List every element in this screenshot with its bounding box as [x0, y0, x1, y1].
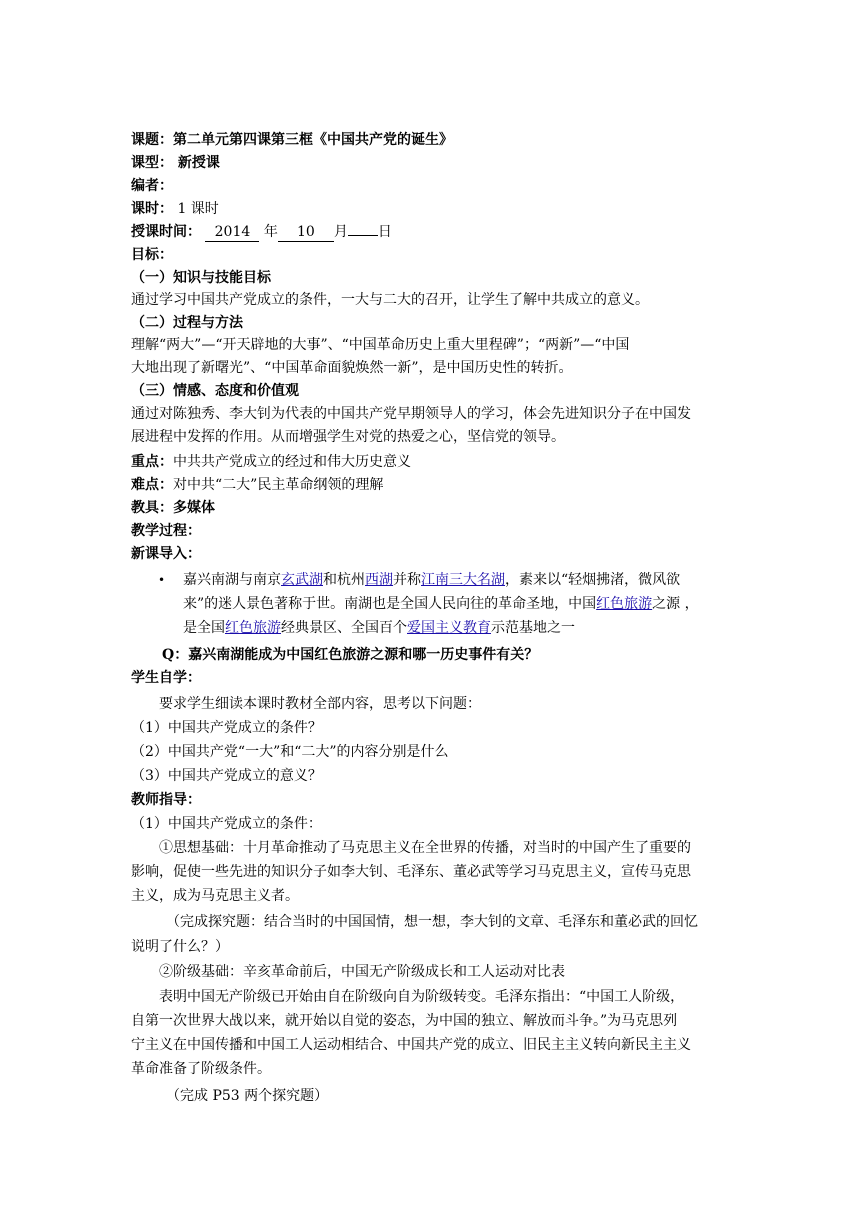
- guidance-p2-line2: 说明了什么？）: [131, 939, 229, 955]
- guidance-p1-line2: 影响，促使一些先进的知识分子如李大钊、毛泽东、董必武等学习马克思主义，宣传马克思: [131, 864, 691, 880]
- teaching-tools: 教具：多媒体: [131, 500, 215, 516]
- objective-3-heading: （三）情感、态度和价值观: [131, 383, 299, 399]
- guidance-p1-line1: ①思想基础：十月革命推动了马克思主义在全世界的传播，对当时的中国产生了重要的: [159, 840, 691, 856]
- class-hours: 课时： 1 课时: [131, 201, 219, 217]
- objective-2-text-line1: 理解“两大”—“开天辟地的大事”、“中国革命历史上重大里程碑”；“两新”—“中国: [131, 337, 630, 353]
- link-red-tourism-1[interactable]: 红色旅游: [596, 596, 653, 612]
- link-three-lakes[interactable]: 江南三大名湖: [421, 572, 505, 588]
- objective-3-text-line1: 通过对陈独秀、李大钊为代表的中国共产党早期领导人的学习，体会先进知识分子在中国发: [131, 406, 691, 422]
- link-patriotic-education[interactable]: 爱国主义教育: [407, 620, 491, 636]
- guidance-p2-line1: （完成探究题：结合当时的中国国情，想一想，李大钊的文章、毛泽东和董必武的回忆: [166, 914, 698, 930]
- guidance-p4-line4: 革命准备了阶级条件。: [131, 1061, 271, 1077]
- teaching-date: 授课时间： 2014 年 10 月 日: [131, 224, 392, 240]
- self-study-intro: 要求学生细读本课时教材全部内容，思考以下问题：: [159, 696, 481, 712]
- intro-bullet-line1: 嘉兴南湖与南京玄武湖和杭州西湖并称江南三大名湖，素来以“轻烟拂渚，微风欲: [183, 572, 681, 588]
- intro-question: Q：嘉兴南湖能成为中国红色旅游之源和哪一历史事件有关？: [162, 647, 539, 663]
- intro-heading: 新课导入：: [131, 546, 201, 562]
- objective-1-heading: （一）知识与技能目标: [131, 270, 271, 286]
- guidance-heading: 教师指导：: [131, 792, 201, 808]
- link-west-lake[interactable]: 西湖: [365, 572, 393, 588]
- process-heading: 教学过程：: [131, 523, 201, 539]
- link-red-tourism-2[interactable]: 红色旅游: [225, 620, 281, 636]
- self-study-q2: （2）中国共产党“一大”和“二大”的内容分别是什么: [131, 744, 449, 760]
- self-study-heading: 学生自学：: [131, 670, 201, 686]
- intro-bullet-line2: 来”的迷人景色著称于世。南湖也是全国人民向往的革命圣地，中国红色旅游之源 ，: [183, 596, 699, 612]
- self-study-q1: （1）中国共产党成立的条件？: [131, 720, 322, 736]
- month-value: 10: [278, 224, 334, 242]
- objective-2-text-line2: 大地出现了新曙光”、“中国革命面貌焕然一新”，是中国历史性的转折。: [131, 360, 573, 376]
- objective-3-text-line2: 展进程中发挥的作用。从而增强学生对党的热爱之心，坚信党的领导。: [131, 429, 565, 445]
- lesson-type: 课型： 新授课: [131, 155, 220, 171]
- self-study-q3: （3）中国共产党成立的意义？: [131, 768, 322, 784]
- key-point: 重点：中共共产党成立的经过和伟大历史意义: [131, 454, 411, 470]
- difficulty: 难点：对中共“二大”民主革命纲领的理解: [131, 477, 384, 493]
- intro-bullet-line3: 是全国红色旅游经典景区、全国百个爱国主义教育示范基地之一: [183, 620, 575, 636]
- guidance-p3: ②阶级基础：辛亥革命前后，中国无产阶级成长和工人运动对比表: [159, 964, 565, 980]
- guidance-p4-line1: 表明中国无产阶级已开始由自在阶级向自为阶级转变。毛泽东指出：“中国工人阶级，: [159, 989, 685, 1005]
- guidance-item-1: （1）中国共产党成立的条件：: [131, 816, 322, 832]
- objective-2-heading: （二）过程与方法: [131, 315, 243, 331]
- objectives-heading: 目标：: [131, 247, 173, 263]
- day-value: [348, 235, 378, 236]
- guidance-p4-line3: 宁主义在中国传播和中国工人运动相结合、中国共产党的成立、旧民主主义转向新民主主义: [131, 1037, 691, 1053]
- lesson-title: 课题：第二单元第四课第三框《中国共产党的诞生》: [131, 132, 453, 148]
- guidance-p5: （完成 P53 两个探究题）: [166, 1088, 329, 1104]
- link-xuanwu-lake[interactable]: 玄武湖: [281, 572, 323, 588]
- objective-1-text: 通过学习中国共产党成立的条件，一大与二大的召开，让学生了解中共成立的意义。: [131, 292, 649, 308]
- editor-label: 编者：: [131, 178, 173, 194]
- bullet-icon: •: [158, 573, 166, 587]
- guidance-p1-line3: 主义，成为马克思主义者。: [131, 888, 299, 904]
- guidance-p4-line2: 自第一次世界大战以来，就开始以自觉的姿态，为中国的独立、解放而斗争。”为马克思列: [131, 1013, 678, 1029]
- year-value: 2014: [205, 224, 259, 242]
